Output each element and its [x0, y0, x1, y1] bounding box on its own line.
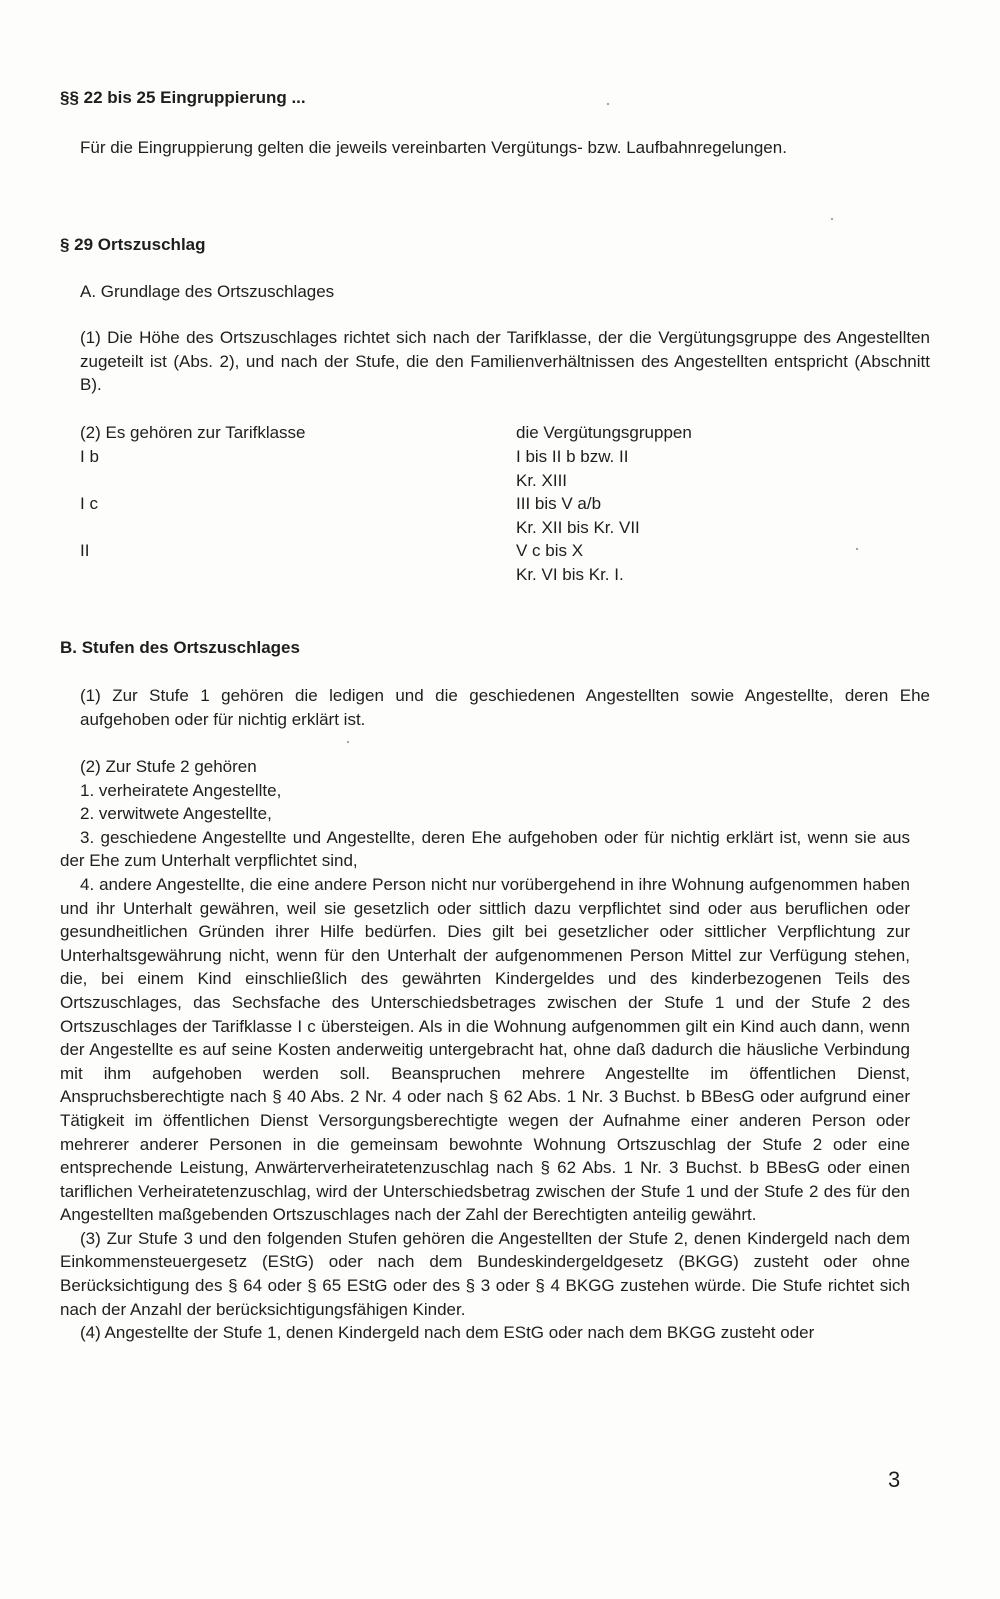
- verguetungsgruppe-cell: III bis V a/b: [516, 494, 602, 513]
- table-right-header: die Vergütungsgruppen: [516, 423, 692, 442]
- verguetungsgruppe-cell: I bis II b bzw. II: [516, 447, 629, 466]
- heading-s29: § 29 Ortszuschlag: [60, 235, 206, 254]
- heading-sec-b: B. Stufen des Ortszuschlages: [60, 638, 300, 657]
- list-item: 3. geschiedene Angestellte und Angestellte, deren Ehe aufgehoben oder für nichtig erklärt ist, wenn sie aus der Ehe zum Unterhalt verpflichtet sind,: [60, 827, 910, 871]
- tarifklasse-cell: I c: [80, 494, 98, 513]
- scan-speck: [856, 548, 858, 550]
- tarifklasse-cell: I b: [80, 447, 99, 466]
- paragraph-b2: [60, 755, 910, 1345]
- b1-text: (1) Zur Stufe 1 gehören die ledigen und die geschiedenen Angestellten sowie Angestellte, deren Ehe aufgehoben oder für nichtig erklärt ist.: [80, 686, 930, 729]
- s22-text: Für die Eingruppierung gelten die jeweils vereinbarten Vergütungs- bzw. Laufbahnregelungen.: [80, 138, 787, 157]
- verguetungsgruppe-cell: V c bis X: [516, 541, 584, 560]
- paragraph-a1: [60, 326, 930, 397]
- scan-speck: [831, 218, 833, 220]
- page-number: 3: [888, 1467, 901, 1492]
- list-item: 1. verheiratete Angestellte,: [80, 780, 282, 800]
- a1-text: (1) Die Höhe des Ortszuschlages richtet sich nach der Tarifklasse, der die Vergütungsgruppe des Angestellten zugeteilt ist (Abs. 2), und nach der Stufe, die den Familienverhältnissen des Angestellten entspricht (Abschnitt B).: [80, 328, 930, 395]
- paragraph-s22: [60, 136, 930, 160]
- list-item: 2. verwitwete Angestellte,: [80, 804, 272, 824]
- list-item: 4. andere Angestellte, die eine andere Person nicht nur vorübergehend in ihre Wohnung aufgenommen haben und ihr Unterhalt gewähren, weil sie gesetzlich oder sittlich dazu verpflichtet sind oder aus beruflichen oder gesundheitlichen Gründen ihrer Hilfe bedürfen. Dies gilt bei gesetzlicher oder sittlicher Verpflichtung zur Unterhaltsgewährung nicht, wenn für den Unterhalt der aufgenommenen Person Mittel zur Verfügung stehen, die, bei einem Kind einschließlich des gewährten Kindergeldes und des kinderbezogenen Teils des Ortszuschlages, das Sechsfache des Unterschiedsbetrages zwischen der Stufe 1 und der Stufe 2 des Ortszuschlages der Tarifklasse I c übersteigen. Als in die Wohnung aufgenommen gilt ein Kind auch dann, wenn der Angestellte es auf seine Kosten anderweitig untergebracht hat, ohne daß dadurch die häusliche Verbindung mit ihm aufgehoben werden soll. Beanspruchen mehrere Angestellte im öffentlichen Dienst, Anspruchsberechtigte nach § 40 Abs. 2 Nr. 4 oder nach § 62 Abs. 1 Nr. 3 Buchst. b BBesG oder aufgrund einer Tätigkeit im öffentlichen Dienst Versorgungsberechtigte wegen der Aufnahme einer anderen Person oder mehrerer anderer Personen in die gemeinsam bewohnte Wohnung Ortszuschlag der Stufe 2 oder eine entsprechende Leistung, Anwärterverheiratetenzuschlag nach § 62 Abs. 1 Nr. 3 Buchst. b BBesG oder einen tariflichen Verheiratetenzuschlag, wird der Unterschiedsbetrag zwischen der Stufe 1 und der Stufe 2 des für den Angestellten maßgebenden Ortszuschlages nach der Zahl der Berechtigten anteilig gewährt.: [60, 874, 910, 1225]
- verguetungsgruppe-cell: Kr. XII bis Kr. VII: [516, 518, 640, 537]
- paragraph-b4: (4) Angestellte der Stufe 1, denen Kindergeld nach dem EStG oder nach dem BKGG zusteht oder: [80, 1323, 815, 1343]
- verguetungsgruppe-cell: Kr. XIII: [516, 471, 568, 490]
- paragraph-b3: (3) Zur Stufe 3 und den folgenden Stufen gehören die Angestellten der Stufe 2, denen Kindergeld nach dem Einkommensteuergesetz (EStG) oder nach dem Bundeskindergeldgesetz (BKGG) zusteht oder ohne Berücksichtigung des § 64 oder § 65 EStG oder des § 3 oder § 4 BKGG zustehen würde. Die Stufe richtet sich nach der Anzahl der berücksichtigungsfähigen Kinder.: [60, 1228, 910, 1319]
- verguetungsgruppe-cell: Kr. VI bis Kr. I.: [516, 565, 624, 584]
- heading-s22: §§ 22 bis 25 Eingruppierung ...: [60, 88, 306, 107]
- b2-intro: (2) Zur Stufe 2 gehören: [80, 757, 257, 776]
- tarifklasse-cell: II: [80, 541, 90, 560]
- table-left-header: (2) Es gehören zur Tarifklasse: [80, 423, 306, 442]
- subheading-a: A. Grundlage des Ortszuschlages: [80, 282, 335, 301]
- paragraph-b1: [60, 684, 930, 731]
- scan-speck: [347, 741, 349, 743]
